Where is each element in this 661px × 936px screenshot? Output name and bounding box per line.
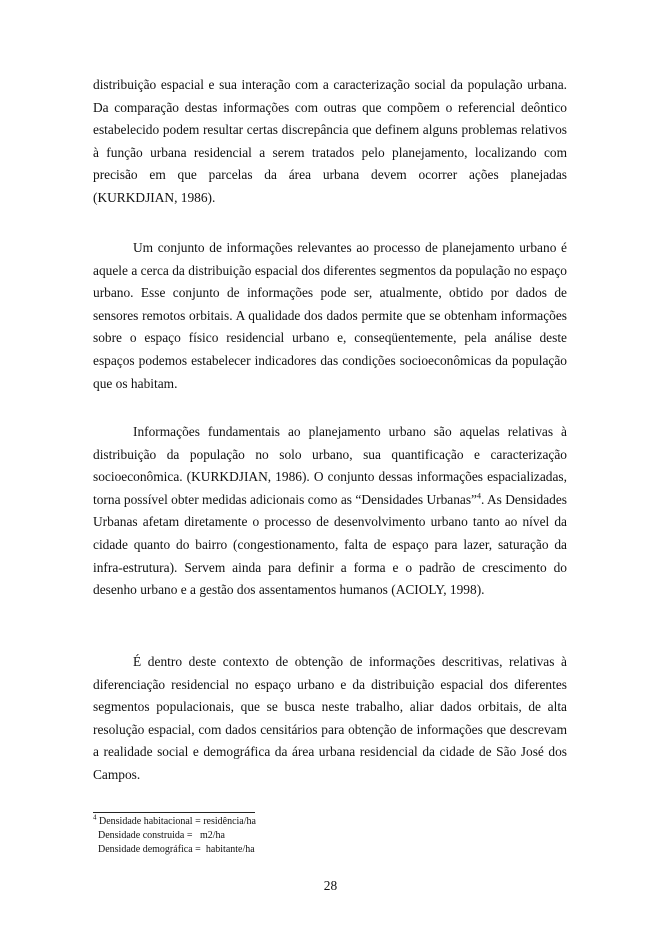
footnote-divider	[93, 812, 255, 813]
paragraph-4: É dentro deste contexto de obtenção de informações descritivas, relativas à diferenciação residencial no espaço urbano e da distribuição espacial dos diferentes segmentos populacionais, que se busca neste trabalho, aliar dados orbitais, de alta resolução espacial, com dados censitários para obtenção de informações que descrevam a realidade social e demográfica da área urbana residencial da cidade de São José dos Campos.	[93, 654, 567, 782]
paragraph-3	[93, 421, 567, 602]
footnote	[93, 815, 393, 857]
footnote-number: 4	[93, 813, 97, 822]
paragraph-2: Um conjunto de informações relevantes ao processo de planejamento urbano é aquele a cerca da distribuição espacial dos diferentes segmentos da população no espaço urbano. Esse conjunto de informações pode ser, atualmente, obtido por dados de sensores remotos orbitais. A qualidade dos dados permite que se obtenham informações sobre o espaço físico residencial urbano e, conseqüentemente, pela análise deste espaços podemos estabelecer indicadores das condições socioeconômicas da população que os habitam.	[93, 240, 567, 391]
footnote-reference: 4	[477, 491, 482, 501]
footnote-line-2: Densidade construida = m2/ha	[98, 830, 225, 841]
footnote-line-3: Densidade demográfica = habitante/ha	[98, 844, 255, 855]
page-number: 28	[323, 878, 338, 893]
paragraph-3-text-end: . As Densidades Urbanas afetam diretamente o processo de desenvolvimento urbano tanto ao nível da cidade quanto do bairro (congestionamento, falta de espaço para lazer, saturação da infra-estrutura). Servem ainda para definir a forma e o padrão de crescimento do desenho urbano e a gestão dos assentamentos humanos (ACIOLY, 1998).	[93, 491, 567, 598]
paragraph-1: distribuição espacial e sua interação com a caracterização social da população urbana. Da comparação destas informações com outras que compõem o referencial deôntico estabelecido podem resultar certas discrepância que definem alguns problemas relativos à função urbana residencial a serem tratados pelo planejamento, localizando com precisão em que parcelas da área urbana devem ocorrer ações planejadas (KURKDJIAN, 1986).	[93, 77, 567, 205]
paragraph-3-text-start: Informações fundamentais ao planejamento urbano são aquelas relativas à distribuição da população no solo urbano, sua quantificação e caracterização socioeconômica. (KURKDJIAN, 1986). O conjunto dessas informações espacializadas, torna possível obter medidas adicionais como as “Densidades Urbanas”	[93, 424, 567, 507]
footnote-line-1	[93, 815, 393, 829]
footnote-text-1: Densidade habitacional = residência/ha	[99, 816, 256, 827]
